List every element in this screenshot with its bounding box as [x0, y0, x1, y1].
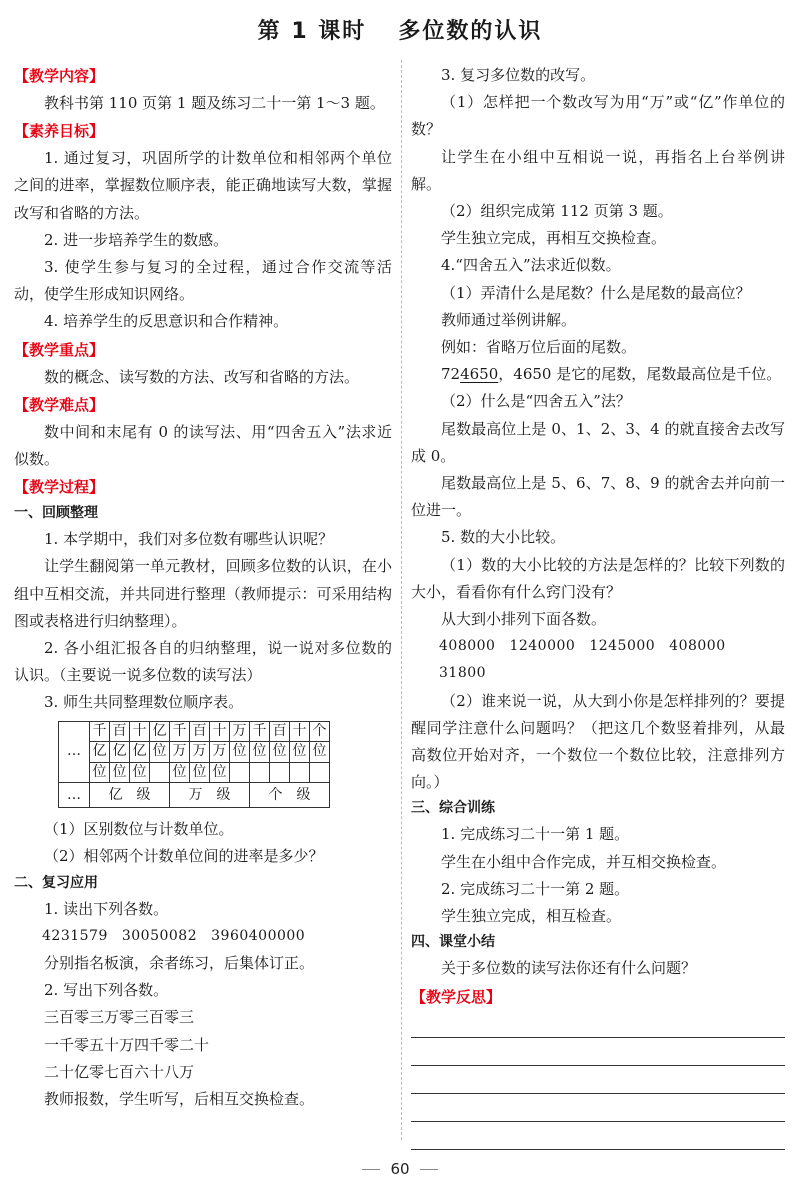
- section-review: 一、回顾整理: [14, 505, 98, 522]
- goal-4: 4. 培养学生的反思意识和合作精神。: [44, 312, 289, 331]
- r-p16: 从大到小排列下面各数。: [441, 610, 607, 629]
- heading-difficulty: 【教学难点】: [14, 395, 105, 414]
- table-cell: 十: [130, 721, 150, 742]
- r-p7: （1）弄清什么是尾数？什么是尾数的最高位？: [441, 283, 751, 302]
- goal-1: 1. 通过复习，巩固所学的计数单位和相邻两个单位之间的进率，掌握数位顺序表，能正确地读写大数，掌握改写和省略的方法。: [14, 149, 392, 222]
- goal-2: 2. 进一步培养学生的数感。: [44, 230, 229, 249]
- apply-p2: 分别指名板演，余者练习，后集体订正。: [44, 953, 315, 972]
- table-cell: 亿: [110, 742, 130, 763]
- review-p1: 1. 本学期中，我们对多位数有哪些认识呢？: [44, 530, 334, 549]
- r-p19: 学生在小组中合作完成，并互相交换检查。: [441, 852, 727, 871]
- review-q2: （2）相邻两个计数单位间的进率是多少？: [44, 847, 324, 866]
- left-column: [14, 62, 392, 1113]
- apply-word-2: 一千零五十万四千零二十: [44, 1035, 210, 1054]
- review-q1: （1）区别数位与计数单位。: [44, 820, 234, 839]
- table-cell: [150, 762, 170, 783]
- writing-line: [411, 1094, 785, 1122]
- key-text: 数的概念、读写数的方法、改写和省略的方法。: [44, 367, 360, 386]
- table-cell: 万: [190, 742, 210, 763]
- table-cell: 位: [270, 742, 290, 763]
- section-training: 三、综合训练: [411, 800, 495, 817]
- table-cell: 百: [270, 721, 290, 742]
- compare-numbers: [411, 633, 785, 687]
- r-p2: （1）怎样把一个数改写为用“万”或“亿”作单位的数？: [411, 93, 785, 139]
- number: 3960400000: [211, 927, 306, 944]
- table-cell: 位: [130, 762, 150, 783]
- number: 30050082: [121, 927, 198, 944]
- table-cell: 十: [210, 721, 230, 742]
- table-cell: 十: [290, 721, 310, 742]
- table-cell: 千: [90, 721, 110, 742]
- r-p20: 2. 完成练习二十一第 2 题。: [441, 879, 630, 898]
- review-p4: 3. 师生共同整理数位顺序表。: [44, 693, 244, 712]
- table-dots: …: [59, 783, 90, 808]
- level-yi: 亿 级: [90, 783, 170, 808]
- table-cell: 千: [250, 721, 270, 742]
- r-p12: 尾数最高位上是 0、1、2、3、4 的就直接舍去改写成 0。: [411, 419, 785, 465]
- level-wan: 万 级: [170, 783, 250, 808]
- apply-p4: 教师报数，学生听写，后相互交换检查。: [44, 1089, 315, 1108]
- table-cell: 位: [150, 742, 170, 763]
- apply-numbers: [14, 923, 392, 950]
- r-p4: （2）组织完成第 112 页第 3 题。: [441, 202, 673, 221]
- section-apply: 二、复习应用: [14, 874, 98, 891]
- heading-content: 【教学内容】: [14, 67, 105, 85]
- r-p21: 学生独立完成，相互检查。: [441, 907, 622, 926]
- table-dots: …: [59, 721, 90, 783]
- table-cell: 位: [210, 762, 230, 783]
- table-cell: 位: [250, 742, 270, 763]
- example-tail: 4650: [460, 365, 499, 384]
- table-cell: 亿: [130, 742, 150, 763]
- r-p13: 尾数最高位上是 5、6、7、8、9 的就舍去并向前一位进一。: [411, 474, 785, 520]
- table-cell: 万: [210, 742, 230, 763]
- writing-line: [411, 1010, 785, 1038]
- r-p14: 5. 数的大小比较。: [441, 528, 566, 547]
- apply-word-3: 二十亿零七百六十八万: [44, 1062, 195, 1081]
- page-number-value: 60: [390, 1160, 410, 1178]
- writing-line: [411, 1038, 785, 1066]
- table-cell: 位: [230, 742, 250, 763]
- table-cell: 亿: [150, 721, 170, 742]
- table-cell: 千: [170, 721, 190, 742]
- column-divider: [401, 60, 402, 1140]
- apply-p1: 1. 读出下列各数。: [44, 899, 169, 918]
- writing-line: [411, 1066, 785, 1094]
- r-p22: 关于多位数的读写法你还有什么问题？: [441, 959, 697, 978]
- page-number: [0, 1160, 800, 1178]
- right-column: [411, 62, 785, 1011]
- title-topic: 多位数的认识: [398, 19, 543, 44]
- table-cell: [230, 762, 250, 783]
- table-cell: 万: [230, 721, 250, 742]
- heading-key: 【教学重点】: [14, 340, 105, 359]
- r-p9: 例如：省略万位后面的尾数。: [441, 338, 637, 357]
- r-p11: （2）什么是“四舍五入”法？: [441, 392, 631, 411]
- apply-word-1: 三百零三万零三百零三: [44, 1008, 195, 1027]
- table-cell: [270, 762, 290, 783]
- table-cell: 位: [110, 762, 130, 783]
- content-text: 教科书第 110 页第 1 题及练习二十一第 1～3 题。: [44, 94, 385, 112]
- section-summary: 四、课堂小结: [411, 934, 495, 951]
- number: 1240000: [509, 638, 576, 655]
- example-suffix: ，4650 是它的尾数，尾数最高位是千位。: [498, 365, 782, 384]
- review-p2: 让学生翻阅第一单元教材，回顾多位数的认识，在小组中互相交流，并共同进行整理（教师提示：可采用结构图或表格进行归纳整理）。: [14, 557, 392, 630]
- number: 408000: [439, 638, 496, 655]
- page-title: [0, 14, 800, 45]
- heading-goals: 【素养目标】: [14, 122, 105, 141]
- number: 1245000: [589, 638, 656, 655]
- number: 4231579: [42, 927, 108, 944]
- number: 31800: [439, 665, 487, 682]
- difficulty-text: 数中间和末尾有 0 的读写法、用“四舍五入”法求近似数。: [14, 422, 392, 469]
- number: 408000: [669, 638, 726, 655]
- r-p8: 教师通过举例讲解。: [441, 310, 577, 329]
- goal-3: 3. 使学生参与复习的全过程，通过合作交流等活动，使学生形成知识网络。: [14, 258, 392, 304]
- r-p10: [411, 361, 785, 388]
- review-p3: 2. 各小组汇报各自的归纳整理，说一说对多位数的认识。（主要说一说多位数的读写法）: [14, 639, 392, 685]
- r-p17: （2）谁来说一说，从大到小你是怎样排列的？要提醒同学注意什么问题吗？（把这几个数竖着排列，从最高数位开始对齐，一个数位一个数位比较，注意排列方向。）: [411, 691, 785, 792]
- table-cell: 位: [310, 742, 330, 763]
- reflection-lines: [411, 1010, 785, 1150]
- example-prefix: 72: [441, 365, 461, 384]
- place-value-table: [58, 721, 330, 809]
- r-p6: 4.“四舍五入”法求近似数。: [441, 256, 621, 275]
- table-cell: [290, 762, 310, 783]
- table-cell: 百: [110, 721, 130, 742]
- r-p3: 让学生在小组中互相说一说，再指名上台举例讲解。: [411, 147, 785, 193]
- table-cell: 百: [190, 721, 210, 742]
- heading-process: 【教学过程】: [14, 478, 105, 497]
- table-cell: 万: [170, 742, 190, 763]
- r-p1: 3. 复习多位数的改写。: [441, 66, 596, 84]
- r-p15: （1）数的大小比较的方法是怎样的？比较下列数的大小，看看你有什么窍门没有？: [411, 555, 785, 601]
- table-cell: 位: [290, 742, 310, 763]
- heading-reflection: 【教学反思】: [411, 987, 502, 1006]
- table-cell: 位: [90, 762, 110, 783]
- table-cell: 位: [170, 762, 190, 783]
- table-cell: [250, 762, 270, 783]
- table-cell: [310, 762, 330, 783]
- table-cell: 个: [310, 721, 330, 742]
- level-ge: 个 级: [250, 783, 330, 808]
- table-cell: 亿: [90, 742, 110, 763]
- title-lesson: 第 1 课时: [257, 19, 367, 44]
- writing-line: [411, 1122, 785, 1150]
- r-p18: 1. 完成练习二十一第 1 题。: [441, 825, 630, 844]
- apply-p3: 2. 写出下列各数。: [44, 981, 169, 1000]
- table-cell: 位: [190, 762, 210, 783]
- r-p5: 学生独立完成，再相互交换检查。: [441, 229, 667, 248]
